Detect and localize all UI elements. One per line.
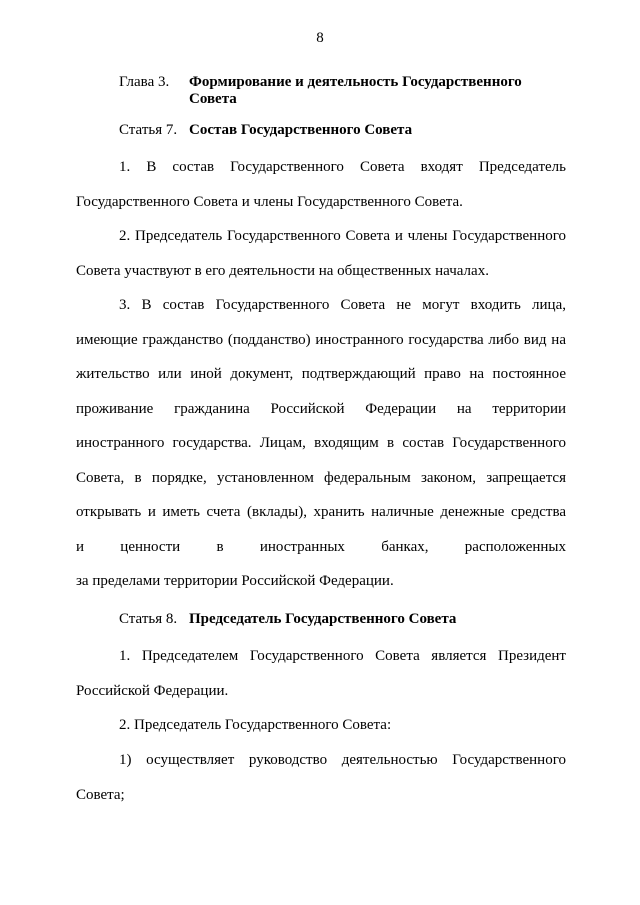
article-7-heading bbox=[119, 122, 569, 139]
text-line: Российской Федерации. bbox=[76, 682, 229, 699]
text-line: 3. В состав Государственного Совета не могут входить лица, bbox=[119, 297, 566, 313]
text-line: 1. В состав Государственного Совета входят Председатель bbox=[119, 159, 566, 175]
text-line: открывать и иметь счета (вклады), хранить наличные денежные средства bbox=[76, 504, 566, 520]
text-line: Совета участвуют в его деятельности на общественных началах. bbox=[76, 262, 489, 279]
article-7-number: Статья 7. bbox=[119, 122, 178, 138]
text-line: 2. Председатель Государственного Совета: bbox=[119, 717, 392, 733]
chapter-title-line-1: Формирование и деятельность Государственного bbox=[189, 74, 522, 90]
text-line: 1) осуществляет руководство деятельностью Государственного bbox=[119, 752, 566, 768]
article-7-title: Состав Государственного Совета bbox=[189, 122, 413, 138]
text-line: Государственного Совета и члены Государственного Совета. bbox=[76, 193, 463, 210]
paragraph-8-2 bbox=[76, 708, 566, 743]
text-line: Совета, в порядке, установленном федеральным законом, запрещается bbox=[76, 469, 566, 486]
text-line: проживание гражданина Российской Федерации на территории bbox=[76, 400, 566, 417]
paragraph-7-2 bbox=[76, 219, 566, 288]
chapter-heading bbox=[119, 74, 569, 108]
article-8-number: Статья 8. bbox=[119, 611, 178, 627]
text-line: за пределами территории Российской Федерации. bbox=[76, 573, 394, 589]
chapter-title-line-2: Совета bbox=[189, 91, 237, 107]
text-line: 1. Председателем Государственного Совета является Президент bbox=[119, 648, 566, 664]
text-line: и ценности в иностранных банках, расположенных bbox=[76, 538, 566, 555]
text-line: жительство или иной документ, подтверждающий право на постоянное bbox=[76, 366, 566, 382]
article-8-title: Председатель Государственного Совета bbox=[189, 611, 457, 627]
chapter-number: Глава 3. bbox=[119, 74, 170, 90]
article-8-heading bbox=[119, 611, 569, 628]
text-line: Совета; bbox=[76, 786, 125, 803]
paragraph-8-1 bbox=[76, 639, 566, 708]
text-line: имеющие гражданство (подданство) иностранного государства либо вид на bbox=[76, 331, 566, 348]
text-line: иностранного государства. Лицам, входящим в состав Государственного bbox=[76, 435, 566, 451]
text-line: 2. Председатель Государственного Совета и члены Государственного bbox=[119, 228, 566, 244]
paragraph-8-2-1 bbox=[76, 743, 566, 812]
paragraph-7-3 bbox=[76, 288, 566, 599]
chapter-title bbox=[189, 74, 522, 108]
paragraph-7-1 bbox=[76, 150, 566, 219]
page-number: 8 bbox=[316, 30, 324, 46]
